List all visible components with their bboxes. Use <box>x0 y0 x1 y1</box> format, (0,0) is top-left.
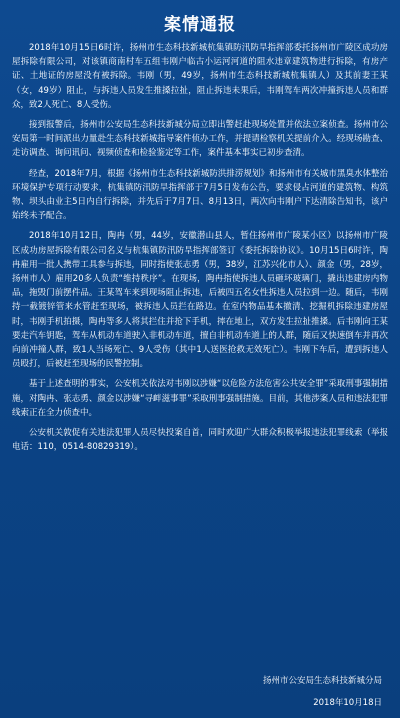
paragraph-2: 接到报警后，扬州市公安局生态科技新城分局立即出警赶赴现场处置并依法立案侦查。扬州市公安局第一时间派出力量赴生态科技新城指导案件侦办工作，并提请检察机关提前介入。经现场勘查、走访调查、询问讯问、视频侦查和检验鉴定等工作，案件基本事实已初步查清。 <box>12 120 388 159</box>
paragraph-3: 经查，2018年7月，根据《扬州市生态科技新城防洪排涝规划》和扬州市有关城市黑臭水体整治环境保护专项行动要求，杭集镇防汛防旱指挥部于7月5日发布公告，要求侵占河道的建筑物、构筑物、坝头由业主5日内自行拆除，并先后于7月7日、8月13日，两次向韦刚户下达清除告知书，该户始终未予配合。 <box>12 168 388 222</box>
signature-date: 2018年10月18日 <box>313 698 382 708</box>
paragraph-5: 基于上述查明的事实，公安机关依法对韦刚以涉嫌“以危险方法危害公共安全罪”采取刑事强制措施，对陶冉、张志勇、颜金以涉嫌“寻衅滋事罪”采取刑事强制措施。目前，其他涉案人员和违法犯罪线索正在全力侦查中。 <box>12 379 388 418</box>
paragraph-6: 公安机关敦促有关违法犯罪人员尽快投案自首，同时欢迎广大群众积极举报违法犯罪线索（举报电话：110，0514-80829319）。 <box>12 428 388 453</box>
paragraph-1: 2018年10月15日6时许，扬州市生态科技新城杭集镇防汛防旱指挥部委托扬州市广陵区成功房屋拆除有限公司，对该镇商南村车五组韦刚户临古小运河河道的阻水违章建筑物进行拆除，有房产证、土地证的房屋没有被拆除。韦刚（男，49岁，扬州市生态科技新城杭集镇人）及其前妻王某（女，49岁）阻止，与拆违人员发生推搡拉扯，阻止拆违未果后，韦刚驾车两次冲撞拆违人员和群众，致2人死亡、8人受伤。 <box>12 43 388 110</box>
page-title: 案情通报 <box>164 15 236 35</box>
signature-org: 扬州市公安局生态科技新城分局 <box>262 676 382 686</box>
paragraph-4: 2018年10月12日，陶冉（男，44岁，安徽潜山县人，暂住扬州市广陵某小区）以扬州市广陵区成功房屋拆除有限公司名义与杭集镇防汛防旱指挥部签订《委托拆除协议》。10月15日6时许，陶冉雇用一批人携带工具参与拆违，同时指使张志勇（男，38岁，江苏兴化市人）、颜金（男，28岁，扬州市人）雇用20多人负责“维持秩序”。在现场，陶冉指使拆违人员砸坏玻璃门，撬出违建房内物品，拖毁门前摆件品。王某驾车来到现场阻止拆违，后被四五名女性拆违人员拉到一边。随后，韦刚持一截镀锌管来水管赶至现场，被拆违人员拦在路边。在室内物品基本撤清、挖掘机拆除违建房屋时，韦刚手机拍摄，陶冉等多人将其拦住并抢下手机，摔在地上，双方发生拉扯推搡。后韦刚向王某要走汽车钥匙，驾车从机动车道驶入非机动车道，擅自非机动车道上的人群，随后又快速倒车并再次向前冲撞人群，致1人当场死亡、9人受伤（其中1人送医抢救无效死亡）。韦刚下车后，遭到拆违人员殴打，后被赶至现场的民警控制。 <box>12 231 388 370</box>
